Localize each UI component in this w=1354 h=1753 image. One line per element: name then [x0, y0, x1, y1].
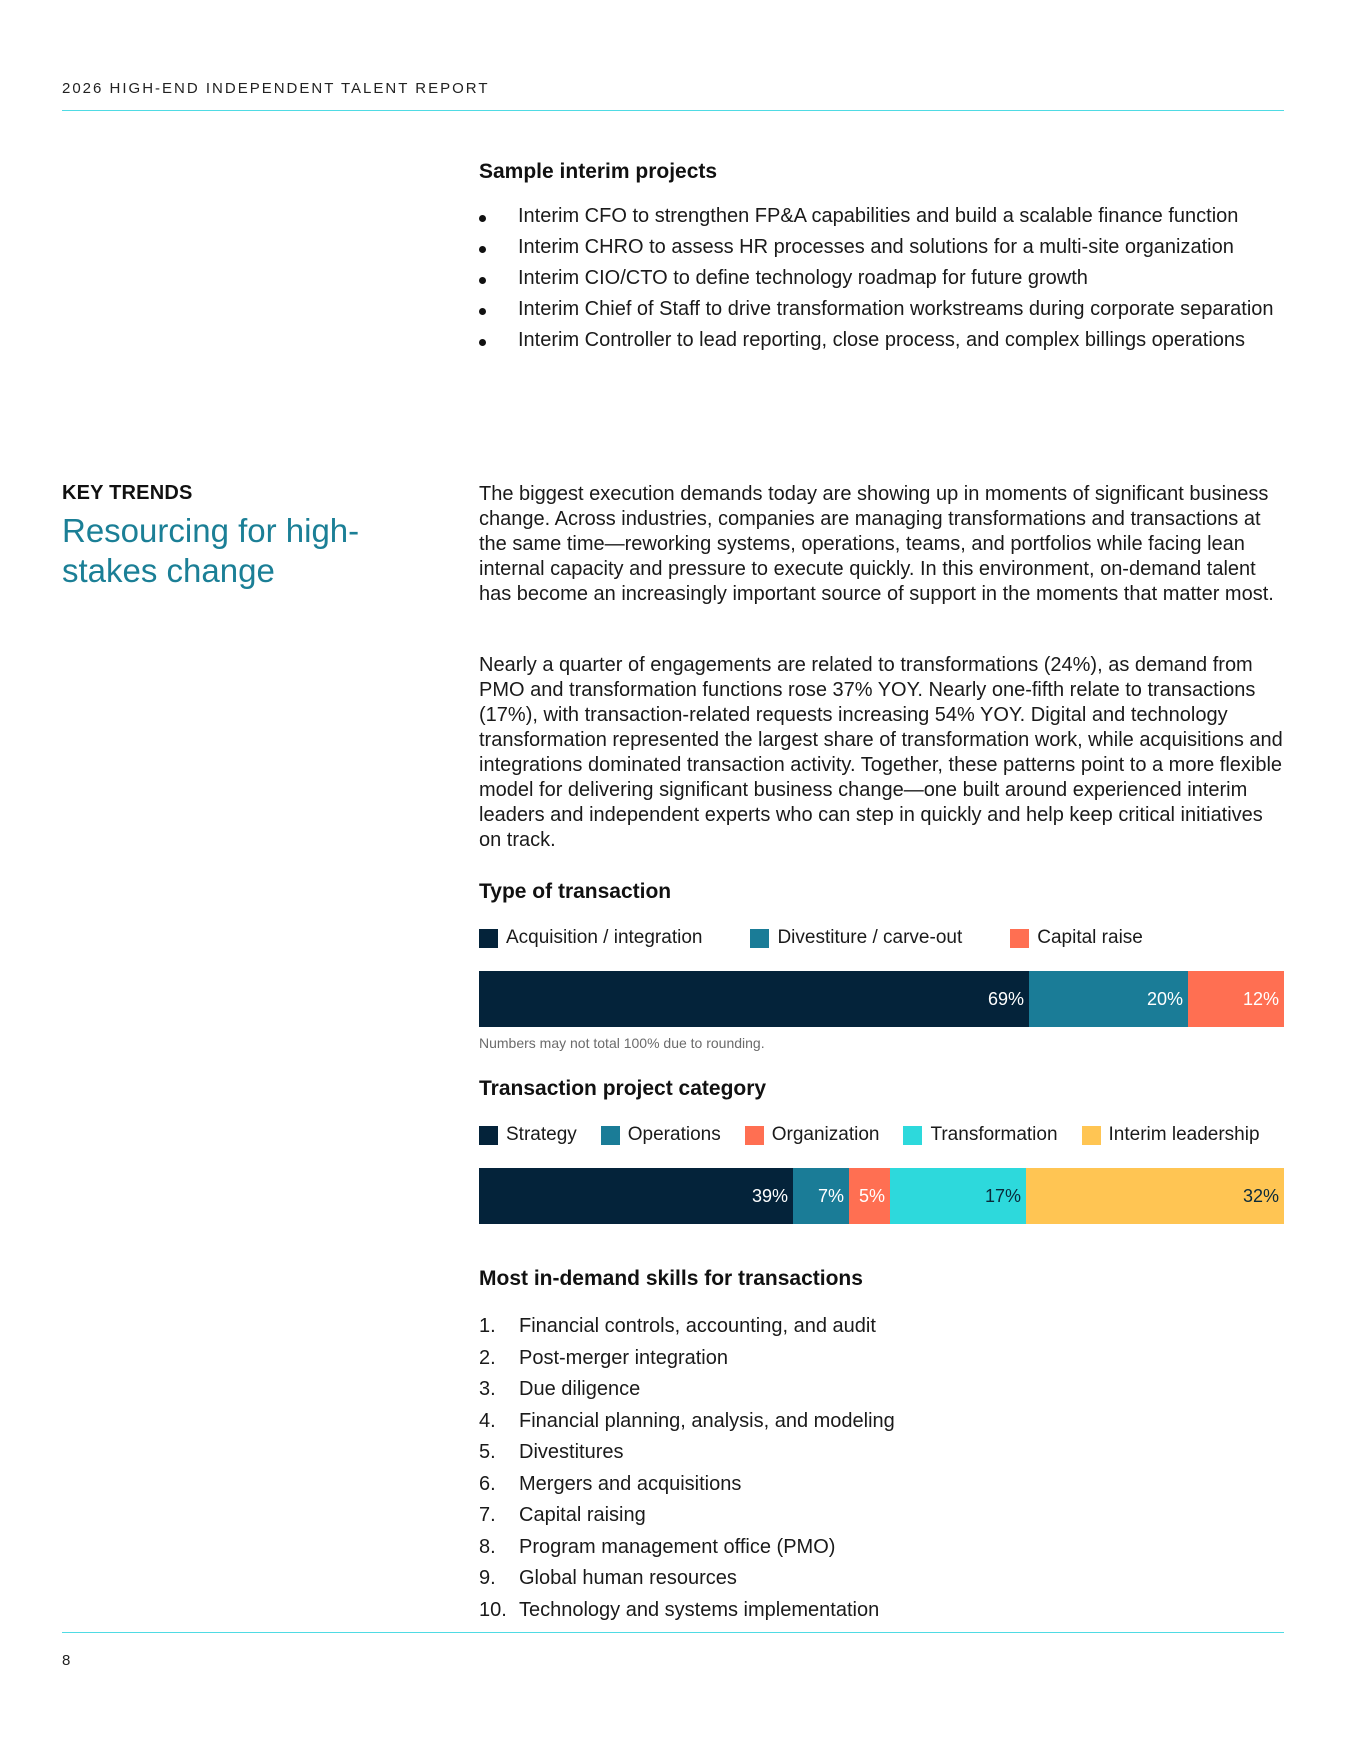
legend-swatch [479, 929, 498, 948]
section-sidebar [62, 482, 442, 591]
list-number: 1. [479, 1315, 496, 1337]
list-number: 3. [479, 1378, 496, 1400]
list-item [479, 1311, 1284, 1343]
list-item [479, 1406, 1284, 1438]
data-label: 17% [984, 1186, 1021, 1206]
list-item [479, 328, 1284, 353]
data-label: 39% [751, 1186, 788, 1206]
legend-item-interim-leadership [1082, 1124, 1260, 1146]
list-item [479, 1532, 1284, 1564]
legend-swatch [1010, 929, 1029, 948]
legend-item-organization [745, 1124, 880, 1146]
list-item-text: Global human resources [519, 1567, 737, 1589]
legend-swatch [1082, 1126, 1101, 1145]
chart-footnote: Numbers may not total 100% due to rounding. [479, 1035, 765, 1051]
page-number: 8 [62, 1652, 71, 1669]
bullet-icon [479, 308, 486, 315]
list-item-text: Interim CIO/CTO to define technology roadmap for future growth [518, 267, 1088, 289]
sample-projects [479, 160, 1284, 353]
list-item [479, 1563, 1284, 1595]
legend-item-capital-raise [1010, 927, 1143, 949]
list-item [479, 1469, 1284, 1501]
data-label: 7% [817, 1186, 844, 1206]
list-item-text: Technology and systems implementation [519, 1598, 880, 1621]
list-number: 10. [479, 1598, 507, 1621]
skills-heading: Most in-demand skills for transactions [479, 1267, 863, 1290]
legend-item-operations [601, 1124, 721, 1146]
list-number: 9. [479, 1567, 496, 1589]
list-item-text: Interim Controller to lead reporting, close process, and complex billings operations [518, 329, 1246, 351]
stacked-bar [479, 971, 1284, 1027]
legend-swatch [479, 1126, 498, 1145]
main-content [479, 160, 1284, 1621]
list-item-text: Mergers and acquisitions [519, 1472, 742, 1495]
list-item [479, 1374, 1284, 1406]
legend-item-divestiture-carve-out [750, 927, 962, 949]
list-number: 8. [479, 1535, 496, 1558]
data-label: 5% [858, 1186, 885, 1206]
legend-label: Capital raise [1037, 927, 1143, 948]
sample-projects-list [479, 204, 1284, 353]
transaction-type-chart [479, 880, 1284, 1051]
transaction-category-chart [479, 1077, 1284, 1224]
chart-title: Transaction project category [479, 1077, 767, 1100]
legend-label: Organization [771, 1124, 880, 1145]
list-number: 7. [479, 1504, 496, 1526]
section-title: Resourcing for high-stakes change [62, 512, 360, 589]
chart-title: Type of transaction [479, 880, 672, 903]
section-kicker: KEY TRENDS [62, 482, 193, 504]
list-number: 6. [479, 1472, 496, 1495]
paragraph-details: Nearly a quarter of engagements are related to transformations (24%), as demand from PMO and transformation functions rose 37% YOY. Nearly one-fifth relate to transactions (17%), with transaction-related requests increasing 54% YOY. Digital and technology transformation represented the largest share of transformation work, while acquisitions and integrations dominated transaction activity. Together, these patterns point to a more flexible model for delivering significant business change—one built around experienced interim leaders and independent experts who can step in quickly and help keep critical initiatives on track. [479, 654, 1283, 851]
data-label: 20% [1146, 989, 1183, 1009]
list-item-text: Post-merger integration [519, 1346, 728, 1369]
list-item-text: Divestitures [519, 1441, 624, 1463]
list-item-text: Financial planning, analysis, and modeling [519, 1409, 895, 1432]
legend-swatch [601, 1126, 620, 1145]
bullet-icon [479, 215, 486, 222]
skills-list [479, 1311, 1284, 1626]
list-item-text: Interim CHRO to assess HR processes and solutions for a multi-site organization [518, 236, 1234, 258]
list-item-text: Interim Chief of Staff to drive transformation workstreams during corporate separation [518, 298, 1274, 320]
legend-label: Acquisition / integration [506, 927, 703, 948]
footer-divider [62, 1632, 1284, 1633]
chart-legend [479, 1121, 1284, 1149]
data-label: 69% [987, 989, 1024, 1009]
legend-label: Strategy [506, 1124, 577, 1145]
skills-section [479, 1267, 1284, 1626]
list-number: 4. [479, 1409, 496, 1432]
legend-label: Transformation [930, 1124, 1058, 1145]
list-item [479, 266, 1284, 291]
list-item [479, 204, 1284, 229]
bullet-icon [479, 277, 486, 284]
list-item-text: Program management office (PMO) [519, 1535, 836, 1558]
legend-label: Interim leadership [1108, 1124, 1260, 1145]
chart-legend [479, 924, 1284, 952]
data-label: 32% [1242, 1186, 1279, 1206]
list-item-text: Financial controls, accounting, and audit [519, 1315, 876, 1337]
list-item [479, 1595, 1284, 1627]
list-item [479, 235, 1284, 260]
legend-swatch [750, 929, 769, 948]
list-item-text: Interim CFO to strengthen FP&A capabilities and build a scalable finance function [518, 205, 1239, 227]
list-number: 5. [479, 1441, 496, 1463]
list-item [479, 297, 1284, 322]
legend-label: Operations [627, 1124, 721, 1145]
stacked-bar [479, 1168, 1284, 1224]
legend-item-strategy [479, 1124, 577, 1146]
report-header: 2026 HIGH-END INDEPENDENT TALENT REPORT [62, 80, 490, 97]
legend-item-transformation [903, 1124, 1057, 1146]
legend-label: Divestiture / carve-out [777, 927, 963, 948]
bullet-icon [479, 339, 486, 346]
list-item [479, 1500, 1284, 1532]
list-item [479, 1437, 1284, 1469]
list-number: 2. [479, 1346, 496, 1369]
bullet-icon [479, 246, 486, 253]
list-item [479, 1343, 1284, 1375]
sample-projects-heading: Sample interim projects [479, 160, 718, 183]
paragraph-intro: The biggest execution demands today are showing up in moments of significant business change. Across industries, companies are managing transformations and transactions at the same time—reworking systems, operations, teams, and portfolios while facing lean internal capacity and pressure to execute quickly. In this environment, on-demand talent has become an increasingly important source of support in the moments that matter most. [479, 483, 1274, 605]
header-divider [62, 110, 1284, 111]
legend-swatch [903, 1126, 922, 1145]
list-item-text: Capital raising [519, 1504, 646, 1526]
legend-swatch [745, 1126, 764, 1145]
legend-item-acquisition-integration [479, 927, 702, 949]
data-label: 12% [1242, 989, 1279, 1009]
list-item-text: Due diligence [519, 1378, 641, 1400]
